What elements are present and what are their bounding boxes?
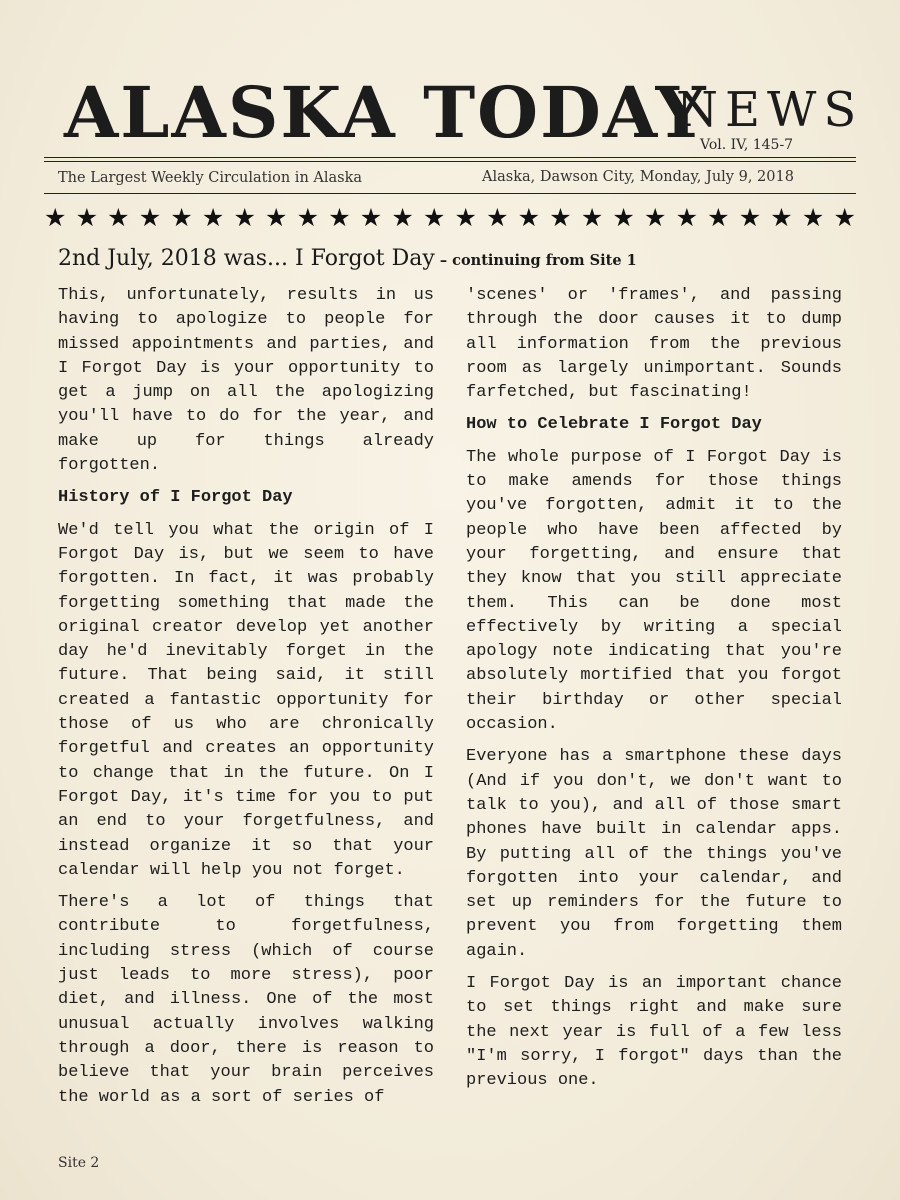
section-heading-history: History of I Forgot Day	[58, 488, 293, 508]
star-icon: ★	[549, 202, 572, 232]
tagline-rule	[44, 193, 856, 194]
star-icon: ★	[107, 202, 130, 232]
star-icon: ★	[170, 202, 193, 232]
star-icon: ★	[328, 202, 351, 232]
star-icon: ★	[612, 202, 635, 232]
star-icon: ★	[770, 202, 793, 232]
star-icon: ★	[454, 202, 477, 232]
star-icon: ★	[738, 202, 762, 232]
star-icon: ★	[391, 202, 414, 232]
article-headline	[58, 246, 637, 271]
section-heading-celebrate: How to Celebrate I Forgot Day	[466, 415, 762, 435]
article-column-right	[466, 284, 842, 1102]
star-icon: ★	[801, 202, 825, 232]
star-icon: ★	[75, 202, 98, 232]
page-number: Site 2	[58, 1155, 100, 1171]
paragraph: The whole purpose of I Forgot Day is to make amends for those things you've forgotten, admit it to the people who have been affected by your forgetting, and ensure that they know that you still appreciate them. This can be done most effectively by writing a special apology note indicating that you're absolutely mortified that you forgot their birthday or other special occasion.	[466, 447, 842, 735]
paragraph: Everyone has a smartphone these days (And if you don't, we don't want to talk to you), and all of those smart phones have built in calendar apps. By putting all of the things you've forgotten into your calendar, and set up reminders for the future to prevent you from forgetting them again.	[466, 747, 842, 961]
star-icon: ★	[707, 202, 730, 232]
paragraph: This, unfortunately, results in us having to apologize to people for missed appointments and parties, and I Forgot Day is your opportunity to get a jump on all the apologizing you'll have to do for the year, and make up for things already forgotten.	[58, 286, 434, 476]
star-icon: ★	[675, 202, 698, 232]
paragraph: There's a lot of things that contribute to forgetfulness, including stress (which of course just leads to more stress), poor diet, and illness. One of the most unusual actually involves walking through a door, there is reason to believe that your brain perceives the world as a sort of series of	[58, 893, 434, 1107]
star-icon: ★	[580, 202, 604, 232]
star-divider	[44, 200, 856, 234]
headline-text: 2nd July, 2018 was... I Forgot Day	[58, 246, 435, 271]
tagline: The Largest Weekly Circulation in Alaska	[58, 170, 363, 186]
paragraph: I Forgot Day is an important chance to set things right and make sure the next year is full of a few less "I'm sorry, I forgot" days than the previous one.	[466, 974, 842, 1091]
article-column-left	[58, 284, 434, 1110]
star-icon: ★	[422, 202, 446, 232]
star-icon: ★	[833, 202, 856, 232]
dateline: Alaska, Dawson City, Monday, July 9, 2018	[482, 169, 794, 185]
paragraph: 'scenes' or 'frames', and passing through the door causes it to dump all information from the previous room as largely unimportant. Sounds farfetched, but fascinating!	[466, 286, 842, 403]
star-icon: ★	[296, 202, 320, 232]
continuation-note: – continuing from Site 1	[434, 252, 637, 269]
star-icon: ★	[265, 202, 288, 232]
star-icon: ★	[643, 202, 667, 232]
star-icon: ★	[517, 202, 541, 232]
volume-label: Vol. IV, 145-7	[700, 137, 794, 153]
star-icon: ★	[201, 202, 225, 232]
paragraph: We'd tell you what the origin of I Forgot Day is, but we seem to have forgotten. In fact, it was probably forgetting something that made the original creator develop yet another day he'd inevitably forget in the future. That being said, it still created a fantastic opportunity for those of us who are chronically forgetful and creates an opportunity to change that in the future. On I Forgot Day, it's time for you to put an end to your forgetfulness, and instead organize it so that your calendar will help you not forget.	[58, 520, 434, 880]
star-icon: ★	[44, 202, 67, 232]
masthead-rule-lower	[44, 161, 856, 162]
masthead-news: NEWS	[676, 82, 864, 138]
star-icon: ★	[138, 202, 162, 232]
star-icon: ★	[359, 202, 383, 232]
masthead-title: ALASKA TODAY	[64, 71, 708, 154]
star-icon: ★	[486, 202, 509, 232]
masthead-rule-upper	[44, 157, 856, 158]
star-icon: ★	[233, 202, 256, 232]
